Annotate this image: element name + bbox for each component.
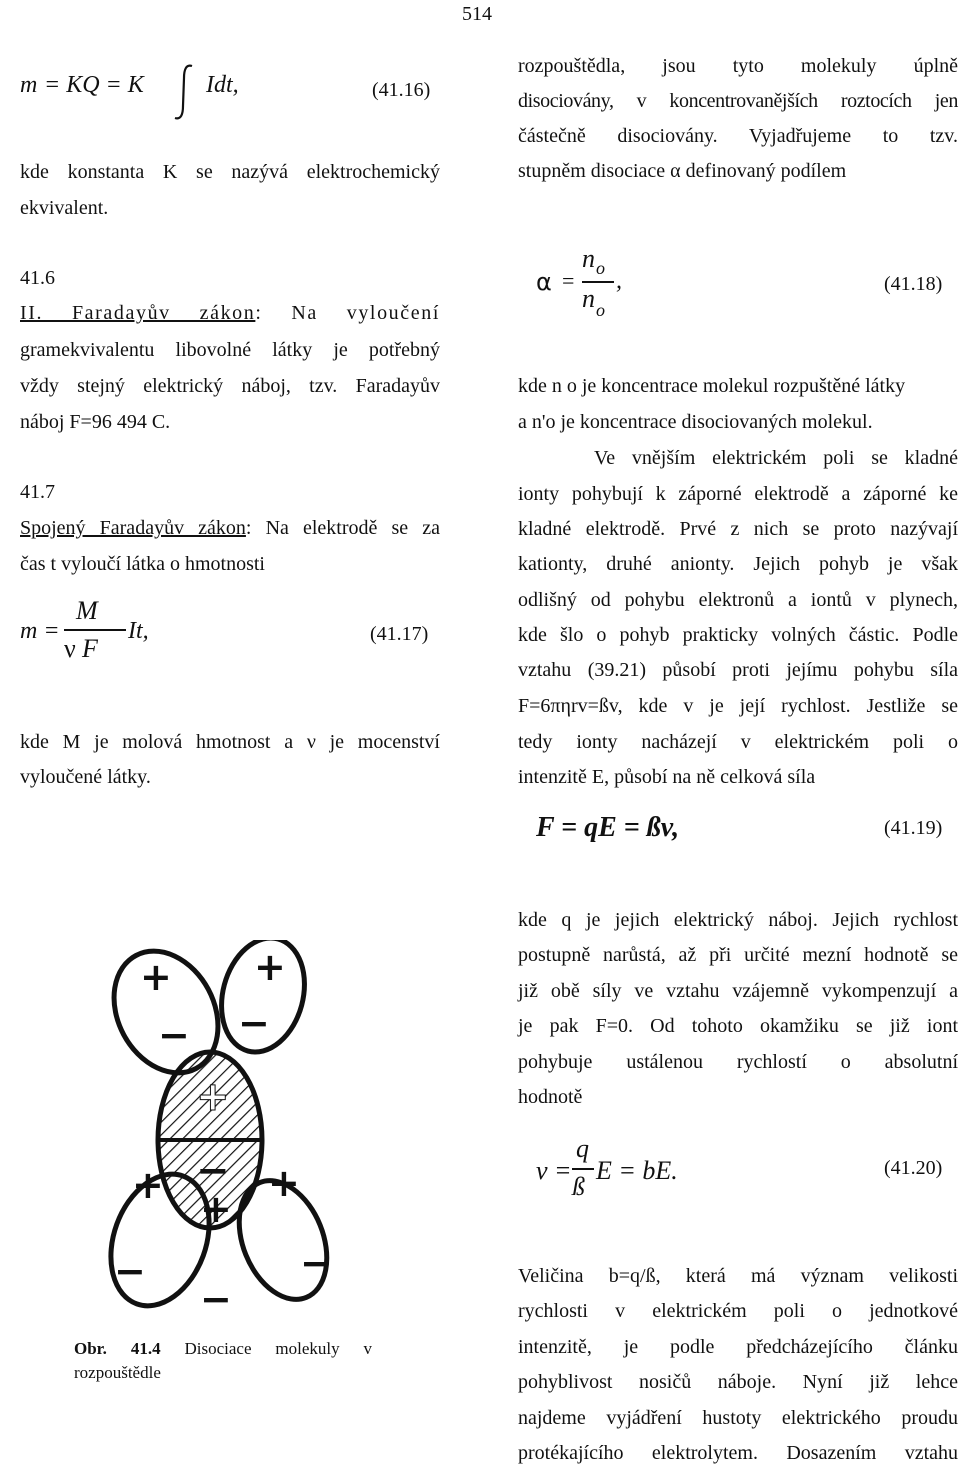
eq-symbol: m — [20, 72, 38, 98]
paragraph-line: najdeme vyjádření hustoty elektrického proudu — [518, 1407, 958, 1429]
paragraph-line: rychlosti v elektrickém poli o jednotkové — [518, 1300, 958, 1322]
fraction-numerator: M — [76, 596, 98, 625]
minus-sign: − — [114, 1249, 146, 1293]
fraction-numerator: n — [582, 244, 595, 273]
section-heading — [20, 518, 440, 538]
fraction-denominator: F — [82, 634, 98, 663]
figure-caption — [74, 1340, 372, 1357]
equation-number: (41.20) — [884, 1157, 943, 1179]
paragraph-line: protékajícího elektrolytem. Dosazením vztahu — [518, 1442, 958, 1464]
paragraph-line: intenzitě E, působí na ně celková síla — [518, 766, 816, 788]
caption-text: Disociace molekuly v — [184, 1339, 373, 1358]
paragraph-line: pohybuje ustálenou rychlostí o absolutní — [518, 1051, 958, 1073]
minus-sign: − — [238, 1001, 270, 1045]
paragraph-line: tedy ionty nacházejí v elektrickém poli o — [518, 731, 958, 753]
minus-sign: − — [158, 1013, 190, 1057]
paragraph-line: vždy stejný elektrický náboj, tzv. Faradayův — [20, 375, 440, 397]
equation-number: (41.17) — [370, 623, 429, 645]
fraction-denominator: ß — [572, 1172, 585, 1201]
numerator-subscript: o — [596, 258, 605, 278]
section-title: Spojený Faradayův zákon — [20, 517, 246, 539]
paragraph-line: ekvivalent. — [20, 197, 109, 219]
eq-comma: , — [616, 268, 622, 294]
denominator-subscript: o — [596, 300, 605, 320]
equation-41-20 — [536, 1134, 696, 1204]
integral-sign — [170, 62, 200, 122]
eq-expression: = KQ = K — [44, 72, 144, 98]
paragraph-line: kde n o je koncentrace molekul rozpuštěné látky — [518, 375, 906, 397]
alpha-symbol: α — [536, 268, 552, 296]
paragraph-line: čas t vyloučí látka o hmotnosti — [20, 553, 265, 575]
fraction-bar — [572, 1168, 594, 1170]
paragraph-line: je pak F=0. Od tohoto okamžiku se již iont — [518, 1015, 958, 1037]
page-number: 514 — [462, 3, 492, 25]
plus-sign: + — [254, 945, 286, 989]
section-number: 41.7 — [20, 481, 55, 503]
paragraph-line: Veličina b=q/ß, která má význam velikosti — [518, 1265, 958, 1287]
section-heading-rest: : Na vyloučení — [255, 302, 440, 324]
eq-symbol: m = — [20, 618, 60, 644]
equation-number: (41.16) — [372, 79, 431, 101]
eq-symbol: v = — [536, 1156, 572, 1185]
paragraph-line: F=6πηrv=ßv, kde v je její rychlost. Jestliže se — [518, 695, 958, 717]
paragraph-line: stupněm disociace α definovaný podílem — [518, 160, 847, 182]
equation-41-18 — [536, 244, 656, 328]
figure-caption-line: rozpouštědle — [74, 1363, 161, 1382]
dissociation-figure — [88, 940, 378, 1330]
paragraph-line: kde q je jejich elektrický náboj. Jejich rychlost — [518, 909, 958, 931]
paragraph-line: disociovány, v koncentrovanějších roztocích jen — [518, 90, 958, 112]
eq-expression: Idt, — [206, 72, 239, 98]
paragraph-line: pohyblivost nosičů náboje. Nyní již lehce — [518, 1371, 958, 1393]
plus-sign: + — [268, 1161, 300, 1205]
paragraph-line: ionty pohybují k záporné elektrodě a záporné ke — [518, 483, 958, 505]
paragraph-line: částečně disociovány. Vyjadřujeme to tzv. — [518, 125, 958, 147]
fraction-bar — [582, 281, 614, 283]
fraction-bar — [64, 629, 126, 631]
minus-sign: − — [200, 1277, 232, 1321]
section-heading — [20, 303, 440, 323]
paragraph-line: kationty, druhé anionty. Jejich pohyb je však — [518, 553, 958, 575]
paragraph-line: kde konstanta K se nazývá elektrochemický — [20, 161, 440, 183]
plus-sign: + — [140, 955, 172, 999]
minus-sign: − — [300, 1241, 332, 1285]
paragraph-line: hodnotě — [518, 1086, 583, 1108]
minus-sign: − — [196, 1148, 230, 1194]
section-title: II. Faradayův zákon — [20, 302, 256, 324]
equation-number: (41.19) — [884, 817, 943, 839]
paragraph-line: kde šlo o pohyb prakticky volných částic. Podle — [518, 624, 958, 646]
fraction-denominator: n — [582, 284, 595, 313]
eq-expression: It, — [128, 618, 149, 644]
equals-sign: = — [562, 268, 575, 293]
paragraph-line: náboj F=96 494 C. — [20, 411, 171, 433]
eq-expression: E = bE. — [596, 1156, 678, 1185]
equation-41-17 — [20, 598, 220, 664]
paragraph-line: kladné elektrodě. Prvé z nich se proto nazývají — [518, 518, 958, 540]
paragraph-line: již obě síly ve vztahu vzájemně vykompenzují a — [518, 980, 958, 1002]
paragraph-line: postupně narůstá, až při určité mezní hodnotě se — [518, 944, 958, 966]
fraction-numerator: q — [576, 1134, 589, 1163]
paragraph-line: gramekvivalentu libovolné látky je potřebný — [20, 339, 440, 361]
paragraph-line: a n'o je koncentrace disociovaných molekul. — [518, 411, 873, 433]
paragraph-line: vyloučené látky. — [20, 766, 151, 788]
section-number: 41.6 — [20, 267, 55, 289]
paragraph-line: vztahu (39.21) působí proti jejímu pohybu síla — [518, 659, 958, 681]
caption-number: 41.4 — [130, 1339, 161, 1358]
paragraph-line: rozpouštědla, jsou tyto molekuly úplně — [518, 55, 958, 77]
caption-label: Obr. — [74, 1339, 107, 1358]
equation-number: (41.18) — [884, 273, 943, 295]
plus-sign: + — [132, 1163, 164, 1207]
paragraph-line: intenzitě, je podle předcházejícího článku — [518, 1336, 958, 1358]
paragraph-line: kde M je molová hmotnost a ν je mocenství — [20, 731, 440, 753]
plus-sign: + — [196, 1074, 230, 1120]
section-heading-rest: : Na elektrodě se za — [245, 517, 440, 539]
paragraph-line: odlišný od pohybu elektronů a iontů v plynech, — [518, 589, 958, 611]
paragraph-line: Ve vnějším elektrickém poli se kladné — [594, 447, 958, 469]
plus-sign: + — [200, 1187, 232, 1231]
equation-41-19: F = qE = ßv, — [536, 812, 680, 843]
nu-symbol: ν — [64, 634, 76, 663]
